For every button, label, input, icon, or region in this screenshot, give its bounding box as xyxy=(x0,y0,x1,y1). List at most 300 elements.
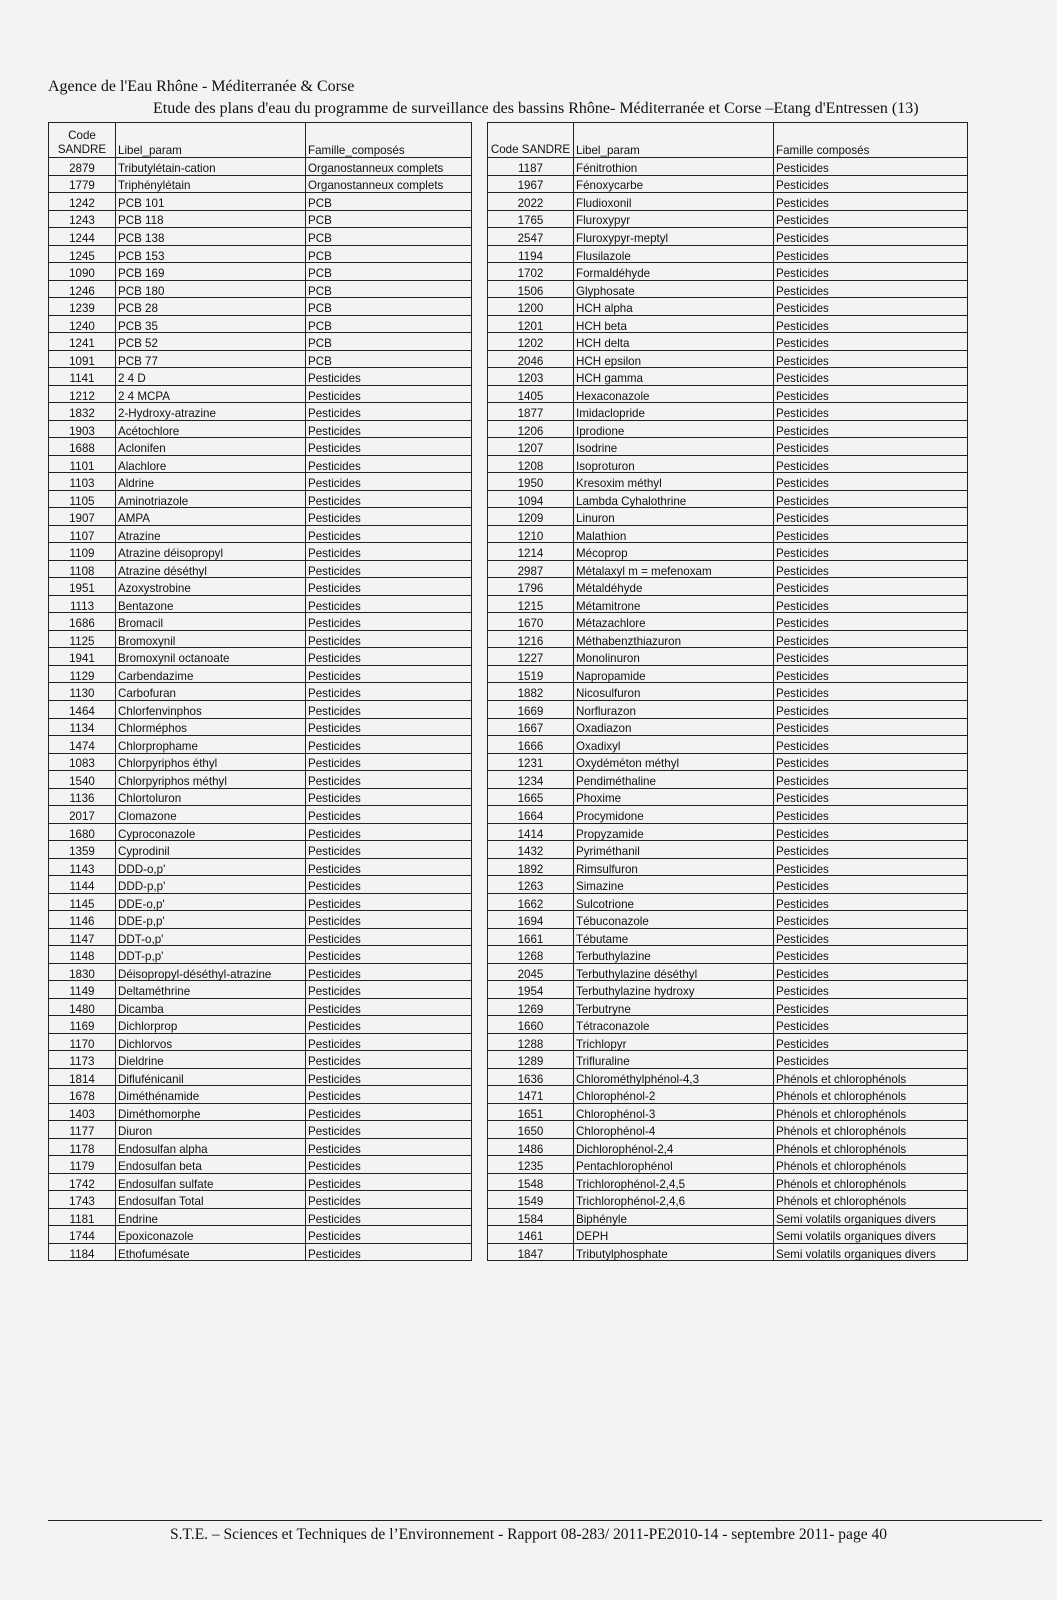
cell-libel-param: PCB 35 xyxy=(116,315,306,333)
cell-famille: Pesticides xyxy=(774,595,968,613)
cell-famille: Organostanneux complets xyxy=(306,158,472,176)
cell-libel-param: PCB 169 xyxy=(116,263,306,281)
cell-libel-param: Carbendazime xyxy=(116,665,306,683)
cell-libel-param: DDD-p,p' xyxy=(116,876,306,894)
cell-libel-param: Chlorméphos xyxy=(116,718,306,736)
cell-libel-param: Métalaxyl m = mefenoxam xyxy=(574,560,774,578)
cell-famille: Pesticides xyxy=(774,490,968,508)
cell-code-sandre: 1187 xyxy=(488,158,574,176)
cell-code-sandre: 1660 xyxy=(488,1016,574,1034)
cell-code-sandre: 1666 xyxy=(488,736,574,754)
cell-code-sandre: 1107 xyxy=(49,525,116,543)
table-row xyxy=(49,928,472,946)
cell-libel-param: Endosulfan Total xyxy=(116,1191,306,1209)
cell-code-sandre: 1212 xyxy=(49,385,116,403)
cell-code-sandre: 1239 xyxy=(49,298,116,316)
cell-famille: Pesticides xyxy=(306,963,472,981)
cell-libel-param: 2 4 MCPA xyxy=(116,385,306,403)
table-row xyxy=(488,771,968,789)
cell-code-sandre: 1670 xyxy=(488,613,574,631)
cell-code-sandre: 1686 xyxy=(49,613,116,631)
cell-libel-param: Diméthénamide xyxy=(116,1086,306,1104)
cell-famille: Pesticides xyxy=(774,385,968,403)
column-header-code: Code SANDRE xyxy=(49,123,116,158)
cell-code-sandre: 1288 xyxy=(488,1033,574,1051)
cell-famille: Pesticides xyxy=(774,736,968,754)
cell-libel-param: 2-Hydroxy-atrazine xyxy=(116,403,306,421)
table-header-row xyxy=(49,123,472,158)
cell-code-sandre: 1951 xyxy=(49,578,116,596)
cell-code-sandre: 1244 xyxy=(49,228,116,246)
table-row xyxy=(488,806,968,824)
column-header-famille: Famille_composés xyxy=(306,123,472,158)
cell-famille: Pesticides xyxy=(774,315,968,333)
table-row xyxy=(49,245,472,263)
cell-famille: PCB xyxy=(306,315,472,333)
cell-libel-param: Nicosulfuron xyxy=(574,683,774,701)
cell-code-sandre: 1170 xyxy=(49,1033,116,1051)
cell-libel-param: Sulcotrione xyxy=(574,893,774,911)
cell-famille: Pesticides xyxy=(306,928,472,946)
cell-libel-param: Imidaclopride xyxy=(574,403,774,421)
cell-famille: Pesticides xyxy=(774,473,968,491)
table-row xyxy=(488,333,968,351)
cell-libel-param: Atrazine déséthyl xyxy=(116,560,306,578)
table-row xyxy=(488,543,968,561)
table-row xyxy=(49,455,472,473)
cell-famille: Pesticides xyxy=(306,806,472,824)
cell-famille: Pesticides xyxy=(306,560,472,578)
cell-libel-param: Chlorfenvinphos xyxy=(116,700,306,718)
cell-code-sandre: 1471 xyxy=(488,1086,574,1104)
cell-famille: Pesticides xyxy=(774,893,968,911)
cell-code-sandre: 1403 xyxy=(49,1103,116,1121)
cell-code-sandre: 1173 xyxy=(49,1051,116,1069)
cell-code-sandre: 1177 xyxy=(49,1121,116,1139)
cell-famille: Pesticides xyxy=(774,210,968,228)
cell-libel-param: Clomazone xyxy=(116,806,306,824)
cell-libel-param: Lambda Cyhalothrine xyxy=(574,490,774,508)
cell-libel-param: Chlorpyriphos méthyl xyxy=(116,771,306,789)
cell-famille: Pesticides xyxy=(774,630,968,648)
cell-code-sandre: 1779 xyxy=(49,175,116,193)
cell-libel-param: Endrine xyxy=(116,1208,306,1226)
table-row xyxy=(488,1033,968,1051)
table-row xyxy=(49,490,472,508)
cell-libel-param: Chlortoluron xyxy=(116,788,306,806)
table-row xyxy=(488,1121,968,1139)
table-row xyxy=(49,998,472,1016)
cell-code-sandre: 2547 xyxy=(488,228,574,246)
table-row xyxy=(49,175,472,193)
table-row xyxy=(49,788,472,806)
cell-famille: Pesticides xyxy=(306,595,472,613)
cell-libel-param: 2 4 D xyxy=(116,368,306,386)
cell-libel-param: Ethofumésate xyxy=(116,1243,306,1261)
cell-libel-param: Terbutryne xyxy=(574,998,774,1016)
column-header-libel: Libel_param xyxy=(574,123,774,158)
cell-famille: Pesticides xyxy=(774,350,968,368)
table-row xyxy=(488,490,968,508)
cell-code-sandre: 1141 xyxy=(49,368,116,386)
cell-libel-param: Rimsulfuron xyxy=(574,858,774,876)
table-row xyxy=(488,175,968,193)
cell-code-sandre: 1269 xyxy=(488,998,574,1016)
cell-code-sandre: 1090 xyxy=(49,263,116,281)
cell-code-sandre: 1129 xyxy=(49,665,116,683)
table-row xyxy=(49,1103,472,1121)
cell-libel-param: Aclonifen xyxy=(116,438,306,456)
cell-code-sandre: 1464 xyxy=(49,700,116,718)
cell-libel-param: DDD-o,p' xyxy=(116,858,306,876)
cell-famille: Pesticides xyxy=(306,998,472,1016)
cell-famille: Pesticides xyxy=(306,438,472,456)
table-row xyxy=(488,1138,968,1156)
cell-famille: Pesticides xyxy=(774,1033,968,1051)
table-row xyxy=(488,858,968,876)
cell-code-sandre: 1702 xyxy=(488,263,574,281)
table-header-row xyxy=(488,123,968,158)
cell-code-sandre: 1678 xyxy=(49,1086,116,1104)
cell-famille: Pesticides xyxy=(306,1103,472,1121)
table-row xyxy=(49,525,472,543)
cell-code-sandre: 1234 xyxy=(488,771,574,789)
table-row xyxy=(488,753,968,771)
cell-libel-param: PCB 101 xyxy=(116,193,306,211)
table-row xyxy=(49,665,472,683)
table-row xyxy=(488,1208,968,1226)
cell-libel-param: Isodrine xyxy=(574,438,774,456)
cell-libel-param: Chlorophénol-3 xyxy=(574,1103,774,1121)
cell-libel-param: Bromoxynil xyxy=(116,630,306,648)
cell-famille: Pesticides xyxy=(306,473,472,491)
cell-libel-param: Fluroxypyr-meptyl xyxy=(574,228,774,246)
table-row xyxy=(488,683,968,701)
cell-code-sandre: 1474 xyxy=(49,736,116,754)
table-row xyxy=(49,385,472,403)
cell-famille: Pesticides xyxy=(306,841,472,859)
cell-famille: PCB xyxy=(306,280,472,298)
agency-header: Agence de l'Eau Rhône - Méditerranée & Corse xyxy=(48,78,355,95)
cell-code-sandre: 1941 xyxy=(49,648,116,666)
cell-famille: Pesticides xyxy=(774,298,968,316)
cell-libel-param: DDT-p,p' xyxy=(116,946,306,964)
cell-libel-param: Fludioxonil xyxy=(574,193,774,211)
cell-famille: Pesticides xyxy=(306,543,472,561)
cell-libel-param: Oxadiazon xyxy=(574,718,774,736)
cell-code-sandre: 1143 xyxy=(49,858,116,876)
cell-libel-param: Napropamide xyxy=(574,665,774,683)
table-row xyxy=(49,578,472,596)
cell-code-sandre: 1206 xyxy=(488,420,574,438)
cell-famille: Pesticides xyxy=(774,263,968,281)
cell-libel-param: PCB 77 xyxy=(116,350,306,368)
table-row xyxy=(49,613,472,631)
table-row xyxy=(488,263,968,281)
cell-famille: PCB xyxy=(306,245,472,263)
cell-famille: Phénols et chlorophénols xyxy=(774,1191,968,1209)
cell-famille: PCB xyxy=(306,333,472,351)
table-row xyxy=(49,683,472,701)
cell-code-sandre: 1967 xyxy=(488,175,574,193)
table-row xyxy=(49,193,472,211)
table-row xyxy=(49,560,472,578)
table-row xyxy=(49,1208,472,1226)
cell-libel-param: Fénoxycarbe xyxy=(574,175,774,193)
cell-famille: Pesticides xyxy=(306,858,472,876)
cell-code-sandre: 1181 xyxy=(49,1208,116,1226)
cell-code-sandre: 1669 xyxy=(488,700,574,718)
cell-code-sandre: 1680 xyxy=(49,823,116,841)
cell-famille: Pesticides xyxy=(306,753,472,771)
cell-famille: Pesticides xyxy=(306,981,472,999)
cell-famille: Phénols et chlorophénols xyxy=(774,1173,968,1191)
cell-code-sandre: 1113 xyxy=(49,595,116,613)
table-row xyxy=(488,1086,968,1104)
cell-famille: Pesticides xyxy=(306,771,472,789)
cell-libel-param: Chlorophénol-4 xyxy=(574,1121,774,1139)
cell-famille: Pesticides xyxy=(306,1156,472,1174)
cell-famille: Pesticides xyxy=(306,823,472,841)
table-row xyxy=(488,193,968,211)
table-row xyxy=(49,1086,472,1104)
cell-famille: Semi volatils organiques divers xyxy=(774,1243,968,1261)
cell-famille: Pesticides xyxy=(306,1033,472,1051)
table-row xyxy=(488,648,968,666)
cell-libel-param: Formaldéhyde xyxy=(574,263,774,281)
cell-libel-param: Carbofuran xyxy=(116,683,306,701)
cell-code-sandre: 1246 xyxy=(49,280,116,298)
cell-code-sandre: 1765 xyxy=(488,210,574,228)
cell-famille: Pesticides xyxy=(774,648,968,666)
cell-famille: Pesticides xyxy=(306,490,472,508)
cell-famille: Phénols et chlorophénols xyxy=(774,1121,968,1139)
footer-divider xyxy=(48,1520,1042,1521)
table-row xyxy=(49,263,472,281)
cell-code-sandre: 1091 xyxy=(49,350,116,368)
cell-famille: Pesticides xyxy=(306,578,472,596)
cell-code-sandre: 1892 xyxy=(488,858,574,876)
cell-code-sandre: 1134 xyxy=(49,718,116,736)
cell-famille: Pesticides xyxy=(774,753,968,771)
cell-code-sandre: 1130 xyxy=(49,683,116,701)
cell-libel-param: PCB 180 xyxy=(116,280,306,298)
cell-libel-param: Isoproturon xyxy=(574,455,774,473)
cell-code-sandre: 1289 xyxy=(488,1051,574,1069)
page-footer: S.T.E. – Sciences et Techniques de l’Environnement - Rapport 08-283/ 2011-PE2010-14 - septembre 2011- page 40 xyxy=(170,1526,887,1543)
cell-code-sandre: 1486 xyxy=(488,1138,574,1156)
table-row xyxy=(49,893,472,911)
cell-libel-param: Dichlorophénol-2,4 xyxy=(574,1138,774,1156)
cell-famille: Pesticides xyxy=(306,700,472,718)
cell-famille: Pesticides xyxy=(774,911,968,929)
cell-code-sandre: 1263 xyxy=(488,876,574,894)
cell-libel-param: Monolinuron xyxy=(574,648,774,666)
cell-famille: PCB xyxy=(306,228,472,246)
cell-code-sandre: 2045 xyxy=(488,963,574,981)
table-row xyxy=(488,1068,968,1086)
cell-famille: Pesticides xyxy=(774,245,968,263)
cell-code-sandre: 1665 xyxy=(488,788,574,806)
cell-famille: Pesticides xyxy=(774,175,968,193)
cell-libel-param: Norflurazon xyxy=(574,700,774,718)
table-row xyxy=(49,315,472,333)
cell-libel-param: Simazine xyxy=(574,876,774,894)
table-row xyxy=(49,736,472,754)
cell-famille: Pesticides xyxy=(306,665,472,683)
cell-libel-param: Tébutame xyxy=(574,928,774,946)
cell-code-sandre: 1950 xyxy=(488,473,574,491)
cell-famille: Pesticides xyxy=(774,1051,968,1069)
cell-code-sandre: 1359 xyxy=(49,841,116,859)
cell-code-sandre: 1847 xyxy=(488,1243,574,1261)
cell-famille: Pesticides xyxy=(774,876,968,894)
cell-libel-param: Dichlorprop xyxy=(116,1016,306,1034)
cell-libel-param: Trifluraline xyxy=(574,1051,774,1069)
cell-libel-param: Endosulfan beta xyxy=(116,1156,306,1174)
cell-code-sandre: 1268 xyxy=(488,946,574,964)
cell-libel-param: Terbuthylazine xyxy=(574,946,774,964)
cell-code-sandre: 1105 xyxy=(49,490,116,508)
cell-libel-param: Phoxime xyxy=(574,788,774,806)
cell-code-sandre: 1548 xyxy=(488,1173,574,1191)
table-row xyxy=(488,420,968,438)
cell-famille: Semi volatils organiques divers xyxy=(774,1208,968,1226)
cell-code-sandre: 1242 xyxy=(49,193,116,211)
cell-famille: Pesticides xyxy=(774,718,968,736)
cell-libel-param: Trichlorophénol-2,4,5 xyxy=(574,1173,774,1191)
cell-libel-param: Endosulfan alpha xyxy=(116,1138,306,1156)
cell-libel-param: Terbuthylazine hydroxy xyxy=(574,981,774,999)
cell-libel-param: HCH epsilon xyxy=(574,350,774,368)
table-row xyxy=(488,876,968,894)
cell-libel-param: PCB 52 xyxy=(116,333,306,351)
cell-famille: Pesticides xyxy=(774,613,968,631)
cell-famille: Pesticides xyxy=(774,438,968,456)
cell-famille: Pesticides xyxy=(306,1208,472,1226)
cell-libel-param: Diméthomorphe xyxy=(116,1103,306,1121)
cell-famille: Pesticides xyxy=(774,1016,968,1034)
cell-famille: Pesticides xyxy=(774,333,968,351)
cell-libel-param: Fluroxypyr xyxy=(574,210,774,228)
table-row xyxy=(49,823,472,841)
cell-libel-param: Diflufénicanil xyxy=(116,1068,306,1086)
cell-famille: Pesticides xyxy=(774,963,968,981)
table-row xyxy=(49,595,472,613)
table-row xyxy=(49,1033,472,1051)
cell-famille: Pesticides xyxy=(306,876,472,894)
cell-libel-param: Trichlopyr xyxy=(574,1033,774,1051)
cell-famille: Pesticides xyxy=(306,630,472,648)
cell-code-sandre: 1136 xyxy=(49,788,116,806)
cell-famille: Pesticides xyxy=(306,946,472,964)
table-row xyxy=(488,736,968,754)
cell-code-sandre: 1796 xyxy=(488,578,574,596)
cell-famille: Pesticides xyxy=(306,1068,472,1086)
table-row xyxy=(49,368,472,386)
cell-libel-param: Aldrine xyxy=(116,473,306,491)
cell-code-sandre: 1877 xyxy=(488,403,574,421)
cell-code-sandre: 1209 xyxy=(488,508,574,526)
cell-libel-param: HCH alpha xyxy=(574,298,774,316)
cell-code-sandre: 1208 xyxy=(488,455,574,473)
table-row xyxy=(49,771,472,789)
cell-libel-param: Chlorophénol-2 xyxy=(574,1086,774,1104)
parameters-table-right xyxy=(487,122,968,1261)
cell-famille: Pesticides xyxy=(774,683,968,701)
cell-libel-param: Dieldrine xyxy=(116,1051,306,1069)
table-row xyxy=(488,280,968,298)
cell-famille: PCB xyxy=(306,298,472,316)
cell-code-sandre: 1651 xyxy=(488,1103,574,1121)
table-row xyxy=(49,1243,472,1261)
table-row xyxy=(49,876,472,894)
cell-famille: PCB xyxy=(306,210,472,228)
cell-code-sandre: 1083 xyxy=(49,753,116,771)
cell-code-sandre: 1207 xyxy=(488,438,574,456)
cell-libel-param: Bentazone xyxy=(116,595,306,613)
table-row xyxy=(488,438,968,456)
cell-code-sandre: 1178 xyxy=(49,1138,116,1156)
cell-famille: Pesticides xyxy=(774,578,968,596)
cell-code-sandre: 1235 xyxy=(488,1156,574,1174)
cell-famille: Pesticides xyxy=(774,665,968,683)
cell-code-sandre: 1210 xyxy=(488,525,574,543)
table-row xyxy=(488,245,968,263)
cell-code-sandre: 1743 xyxy=(49,1191,116,1209)
study-title: Etude des plans d'eau du programme de surveillance des bassins Rhône- Méditerranée et Corse –Etang d'Entressen (13) xyxy=(153,100,919,117)
cell-libel-param: Linuron xyxy=(574,508,774,526)
cell-famille: Pesticides xyxy=(306,525,472,543)
cell-code-sandre: 1149 xyxy=(49,981,116,999)
cell-famille: Pesticides xyxy=(306,1121,472,1139)
cell-famille: Pesticides xyxy=(306,648,472,666)
cell-famille: Pesticides xyxy=(306,1191,472,1209)
cell-famille: Pesticides xyxy=(306,1138,472,1156)
table-row xyxy=(488,1173,968,1191)
cell-famille: Pesticides xyxy=(774,806,968,824)
table-row xyxy=(488,1016,968,1034)
cell-libel-param: Endosulfan sulfate xyxy=(116,1173,306,1191)
cell-code-sandre: 1662 xyxy=(488,893,574,911)
cell-code-sandre: 1540 xyxy=(49,771,116,789)
cell-libel-param: PCB 118 xyxy=(116,210,306,228)
cell-libel-param: Métazachlore xyxy=(574,613,774,631)
cell-libel-param: Chlorpyriphos éthyl xyxy=(116,753,306,771)
cell-famille: Pesticides xyxy=(774,525,968,543)
cell-libel-param: Oxydéméton méthyl xyxy=(574,753,774,771)
cell-code-sandre: 1169 xyxy=(49,1016,116,1034)
table-row xyxy=(488,210,968,228)
cell-famille: Pesticides xyxy=(774,700,968,718)
table-row xyxy=(488,718,968,736)
table-row xyxy=(49,753,472,771)
cell-libel-param: Aminotriazole xyxy=(116,490,306,508)
cell-code-sandre: 1103 xyxy=(49,473,116,491)
cell-famille: Pesticides xyxy=(774,788,968,806)
cell-libel-param: Flusilazole xyxy=(574,245,774,263)
table-row xyxy=(49,806,472,824)
cell-code-sandre: 1636 xyxy=(488,1068,574,1086)
cell-famille: Pesticides xyxy=(306,613,472,631)
cell-code-sandre: 2987 xyxy=(488,560,574,578)
cell-libel-param: Diuron xyxy=(116,1121,306,1139)
cell-libel-param: Iprodione xyxy=(574,420,774,438)
cell-code-sandre: 1147 xyxy=(49,928,116,946)
cell-libel-param: HCH beta xyxy=(574,315,774,333)
table-row xyxy=(49,1173,472,1191)
table-row xyxy=(488,1191,968,1209)
